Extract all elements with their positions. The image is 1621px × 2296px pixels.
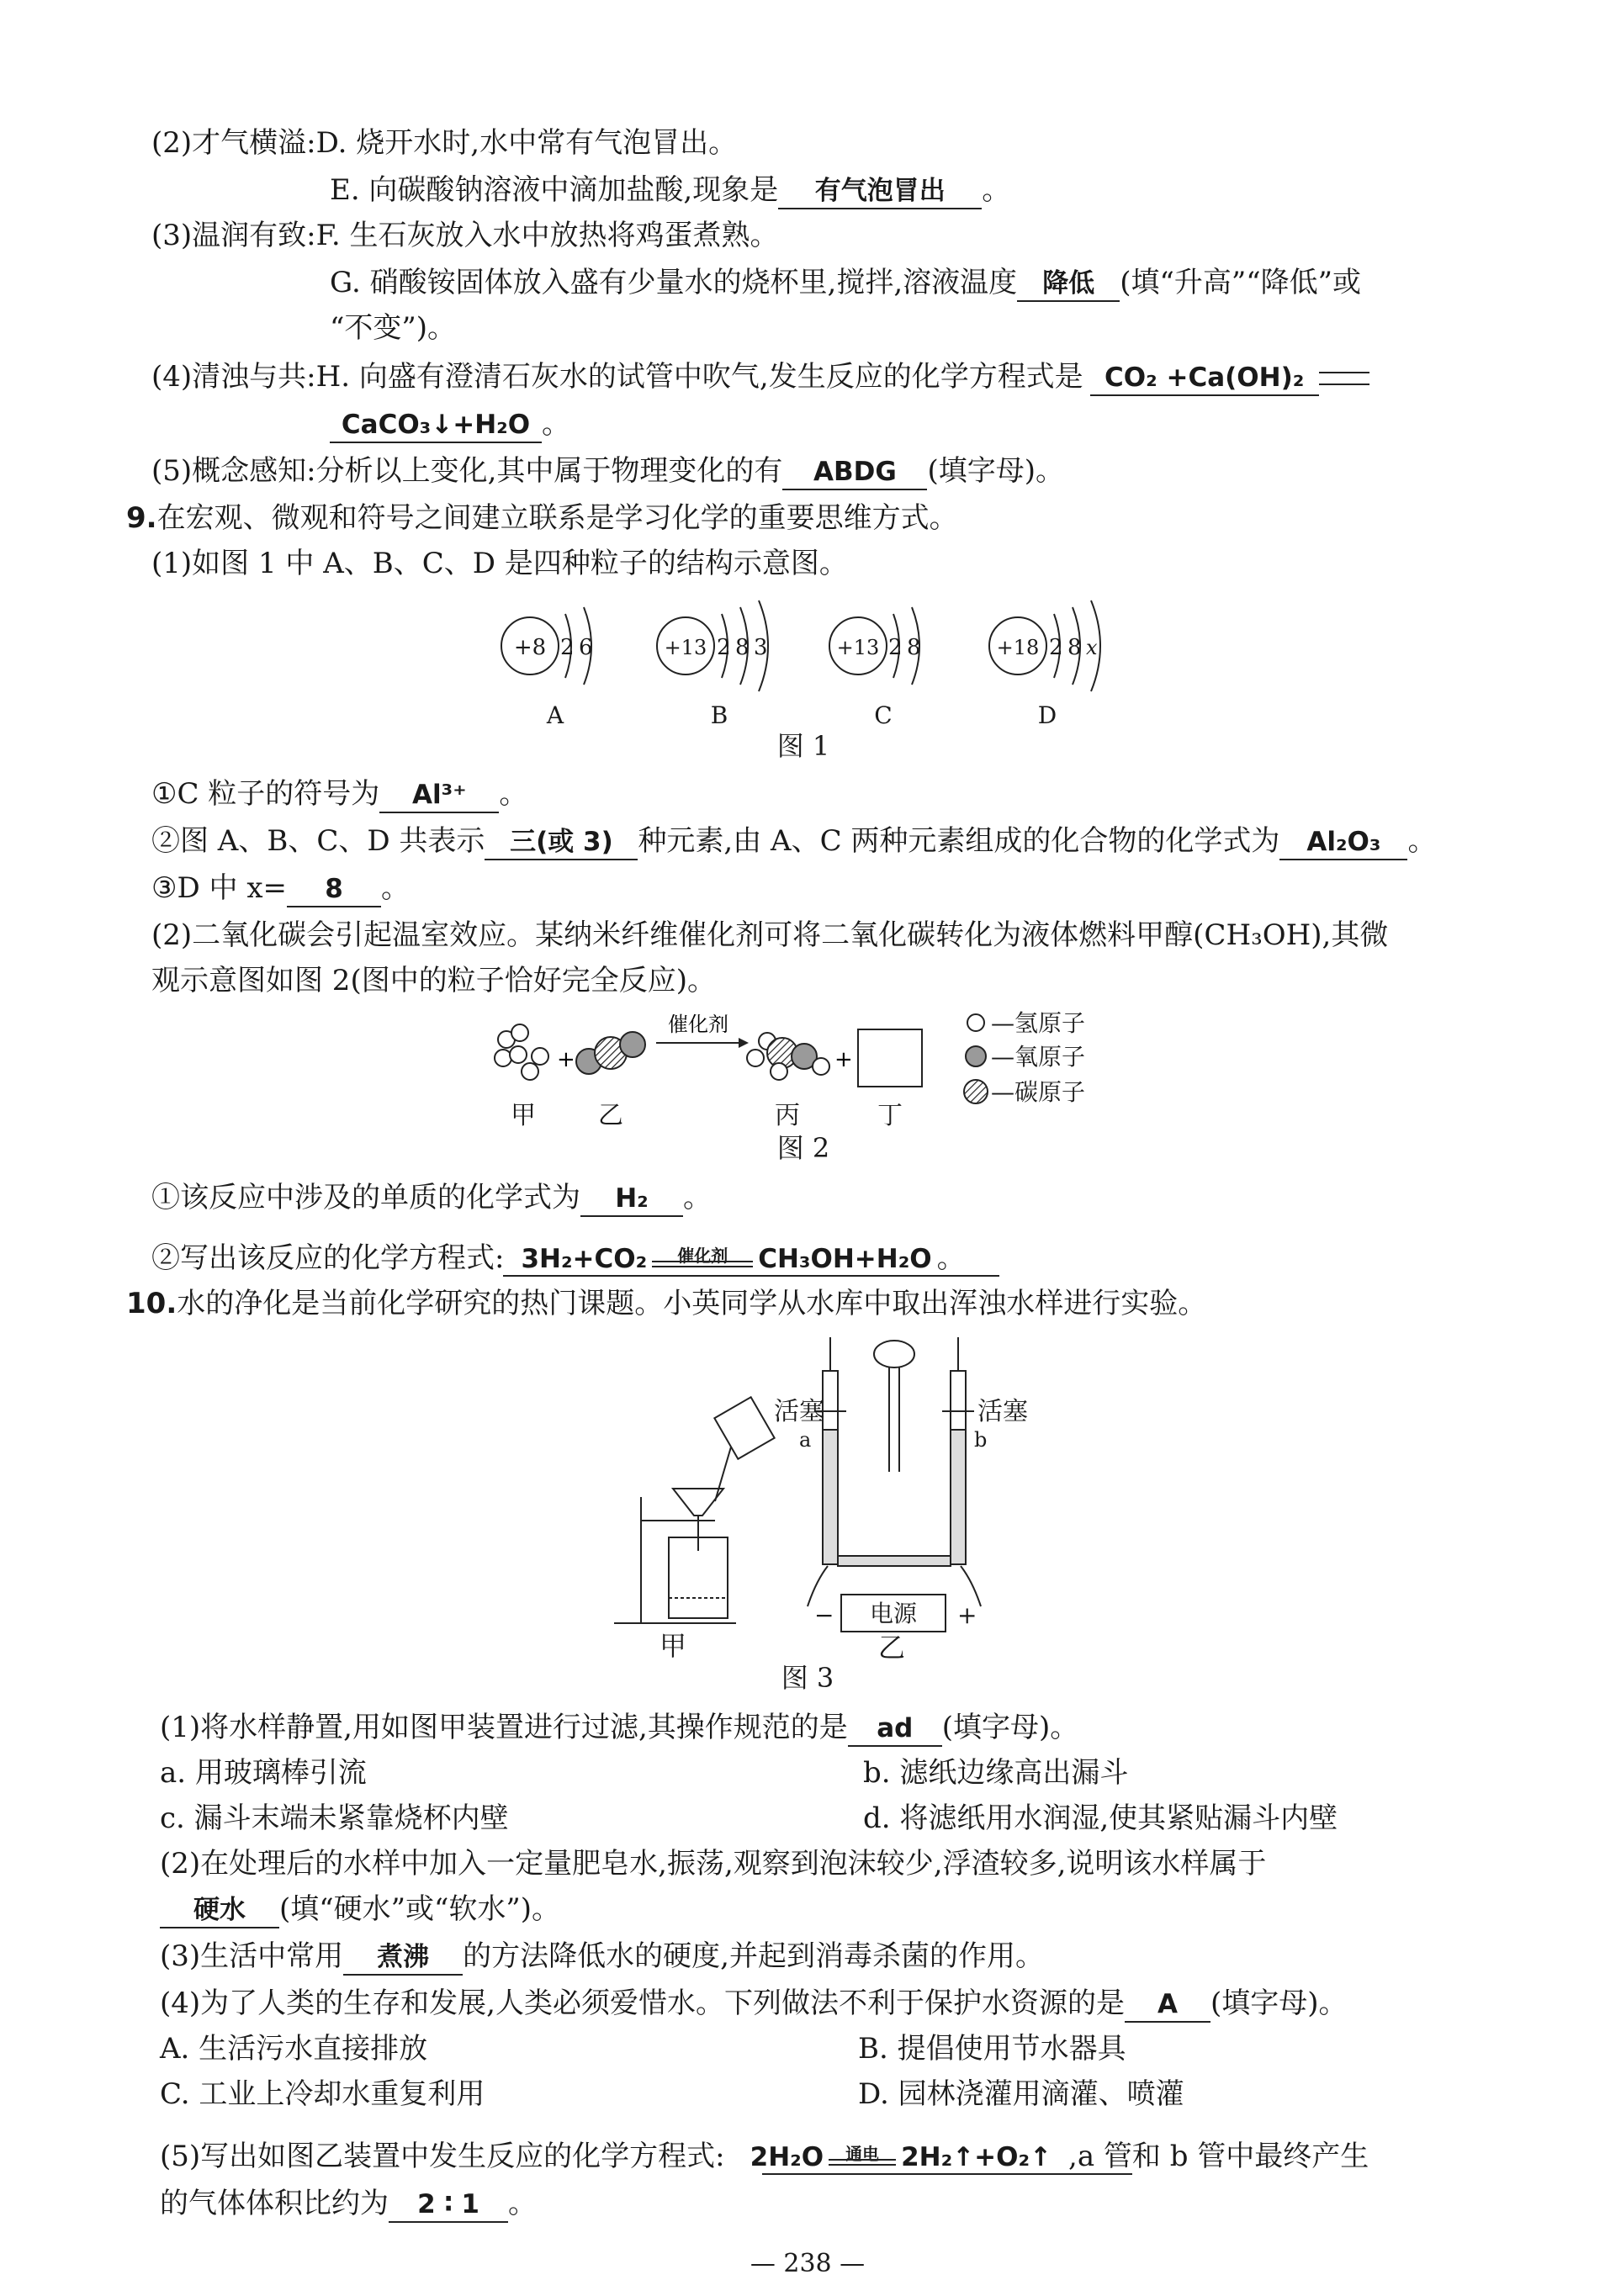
figure-3-caption: 图 3 (781, 1662, 834, 1694)
q9-sub4: ①该反应中涉及的单质的化学式为 H₂ 。 (151, 1181, 712, 1217)
plus-sign: + (957, 1601, 977, 1629)
q8-part3-line: (3)温润有致:F. 生石灰放入水中放热将鸡蛋煮熟。 (151, 219, 779, 252)
q10-part1: (1)将水样静置,用如图甲装置进行过滤,其操作规范的是 ad (填字母)。 (160, 1711, 1078, 1747)
q10-part2-line2: 硬水 (填“硬水”或“软水”)。 (160, 1892, 560, 1928)
product-bing (747, 1033, 829, 1080)
q8-part5-line: (5)概念感知:分析以上变化,其中属于物理变化的有 ABDG (填字母)。 (151, 454, 1064, 490)
q9-part2-line2: 观示意图如图 2(图中的粒子恰好完全反应)。 (151, 964, 716, 997)
power-supply-label: 电源 (869, 1600, 918, 1627)
filtration-apparatus (614, 1397, 775, 1623)
figure-2-reaction-diagram (488, 1006, 1127, 1140)
label-ding: 丁 (877, 1101, 903, 1130)
q9-part1: (1)如图 1 中 A、B、C、D 是四种粒子的结构示意图。 (151, 547, 848, 580)
answer-blank: 降低 (1017, 267, 1120, 302)
atom-letter-c: C (874, 701, 893, 729)
q9-sub1: ①C 粒子的符号为 Al³⁺ 。 (151, 777, 527, 813)
q9-sub2: ②图 A、B、C、D 共表示 三(或 3) 种元素,由 A、C 两种元素组成的化合物的化学式为 Al₂O₃ 。 (151, 824, 1436, 860)
answer-blank: ad (848, 1711, 942, 1747)
q10-part3: (3)生活中常用 煮沸 的方法降低水的硬度,并起到消毒杀菌的作用。 (160, 1939, 1044, 1976)
minus-sign: − (814, 1601, 834, 1629)
q10-option-C: C. 工业上冷却水重复利用 (160, 2077, 485, 2111)
svg-text:2: 2 (560, 635, 575, 660)
equation-left: 2H₂O (750, 2142, 824, 2172)
svg-text:6: 6 (579, 635, 593, 660)
answer-blank: 硬水 (160, 1893, 279, 1928)
q8-part4-line: (4)清浊与共:H. 向盛有澄清石灰水的试管中吹气,发生反应的化学方程式是 CO₂ +Ca(OH)₂ (151, 360, 1369, 396)
answer-blank: H₂ (580, 1182, 683, 1217)
page-number: — 238 — (750, 2249, 866, 2278)
atom-letter-d: D (1037, 701, 1057, 729)
atom-d (989, 600, 1100, 691)
reactant-yi (576, 1032, 645, 1074)
equation-condition: 催化剂 (652, 1247, 753, 1272)
q10-part5-line1: (5)写出如图乙装置中发生反应的化学方程式: 2H₂O 通电 2H₂↑+O₂↑ ,a 管和 b 管中最终产生 (160, 2140, 1369, 2173)
q9-sub5: ②写出该反应的化学方程式: 3H₂+CO₂ 催化剂 CH₃OH+H₂O 。 (151, 1241, 966, 1275)
q10-option-a: a. 用玻璃棒引流 (160, 1756, 367, 1790)
label-yi-electrolysis: 乙 (877, 1632, 905, 1664)
answer-blank: Al³⁺ (379, 778, 499, 813)
atom-c (829, 607, 921, 685)
tube-a-label: a (799, 1428, 812, 1452)
equation-left: 3H₂+CO₂ (521, 1244, 648, 1274)
q8-part2-e-line: E. 向碳酸钠溶液中滴加盐酸,现象是 有气泡冒出 。 (330, 173, 1010, 209)
q10-option-A: A. 生活污水直接排放 (160, 2032, 428, 2066)
svg-text:+18: +18 (996, 636, 1040, 659)
answer-blank: 煮沸 (343, 1940, 463, 1976)
electrolysis-apparatus (808, 1337, 981, 1632)
q10-option-b: b. 滤纸边缘高出漏斗 (863, 1756, 1129, 1790)
reactant-jia (495, 1024, 548, 1080)
label-jia-filtration: 甲 (659, 1630, 686, 1662)
svg-text:+13: +13 (836, 636, 880, 659)
svg-text:2: 2 (1049, 635, 1063, 660)
legend (964, 1014, 988, 1103)
answer-blank: CaCO₃↓+H₂O (330, 408, 542, 443)
figure-1-atom-diagrams (471, 589, 1161, 740)
q8-part4-line2: CaCO₃↓+H₂O 。 (330, 407, 570, 443)
q10-part5-line2: 的气体体积比约为 2 ∶ 1 。 (160, 2187, 537, 2223)
legend-carbon: —碳原子 (991, 1078, 1086, 1106)
q10-option-d: d. 将滤纸用水润湿,使其紧贴漏斗内壁 (863, 1801, 1338, 1835)
q10-part4: (4)为了人类的生存和发展,人类必须爱惜水。下列做法不利于保护水资源的是 A (填字母)。 (160, 1987, 1348, 2023)
answer-blank: 三(或 3) (485, 825, 638, 860)
legend-oxygen: —氧原子 (991, 1043, 1086, 1071)
svg-text:8: 8 (735, 635, 750, 660)
atom-a (501, 607, 593, 685)
answer-blank: 8 (287, 872, 381, 907)
svg-text:8: 8 (1067, 635, 1082, 660)
svg-text:+: + (557, 1047, 575, 1072)
atom-letter-a: A (546, 701, 564, 729)
svg-text:3: 3 (754, 635, 768, 660)
legend-hydrogen: —氢原子 (991, 1009, 1086, 1037)
equation-condition: 通电 (829, 2145, 896, 2171)
stopcock-label-right: 活塞 (977, 1397, 1028, 1426)
answer-blank: 有气泡冒出 (778, 174, 982, 209)
svg-text:+13: +13 (664, 636, 707, 659)
figure-1-caption: 图 1 (776, 730, 830, 762)
answer-blank: 2 ∶ 1 (389, 2188, 508, 2223)
svg-text:2: 2 (888, 635, 903, 660)
label-yi: 乙 (598, 1101, 623, 1130)
answer-blank: ABDG (782, 455, 927, 490)
q8-part2-line: (2)才气横溢:D. 烧开水时,水中常有气泡冒出。 (151, 126, 738, 160)
label-jia: 甲 (511, 1101, 536, 1130)
q9-part2-line1: (2)二氧化碳会引起温室效应。某纳米纤维催化剂可将二氧化碳转化为液体燃料甲醇(CH₃OH),其微 (151, 918, 1389, 952)
answer-blank: Al₂O₃ (1279, 825, 1407, 860)
q10-option-c: c. 漏斗末端未紧靠烧杯内壁 (160, 1801, 509, 1835)
svg-text:2: 2 (717, 635, 731, 660)
figure-3-apparatus (589, 1329, 1060, 1648)
stopcock-label-left: 活塞 (774, 1397, 824, 1426)
label-bing: 丙 (775, 1101, 800, 1130)
equation-right: CH₃OH+H₂O (758, 1244, 932, 1274)
atom-b (657, 600, 768, 691)
tube-b-label: b (974, 1428, 988, 1452)
q9-stem: 9.在宏观、微观和符号之间建立联系是学习化学的重要思维方式。 (126, 501, 958, 535)
answer-blank: A (1125, 1987, 1210, 2023)
product-ding-box (858, 1029, 922, 1087)
q9-sub3: ③D 中 x= 8 。 (151, 871, 410, 907)
svg-text:+: + (834, 1047, 853, 1072)
catalyst-label: 催化剂 (668, 1013, 728, 1036)
q8-part3-g-line2: “不变”)。 (330, 311, 457, 345)
q10-stem: 10.水的净化是当前化学研究的热门课题。小英同学从水库中取出浑浊水样进行实验。 (126, 1287, 1207, 1320)
q8-part3-g-line: G. 硝酸铵固体放入盛有少量水的烧杯里,搅拌,溶液温度 降低 (填“升高”“降低”或 (330, 266, 1361, 302)
figure-2-caption: 图 2 (776, 1132, 830, 1164)
svg-text:+8: +8 (513, 635, 547, 660)
svg-text:8: 8 (907, 635, 921, 660)
q10-option-B: B. 提倡使用节水器具 (858, 2032, 1126, 2066)
answer-blank: CO₂ +Ca(OH)₂ (1090, 361, 1319, 396)
svg-text:x: x (1086, 636, 1098, 659)
atom-letter-b: B (710, 701, 728, 729)
equation-right: 2H₂↑+O₂↑ (901, 2142, 1052, 2172)
q10-part2-line1: (2)在处理后的水样中加入一定量肥皂水,振荡,观察到泡沫较少,浮渣较多,说明该水样属于 (160, 1847, 1267, 1881)
q10-option-D: D. 园林浇灌用滴灌、喷灌 (858, 2077, 1184, 2111)
